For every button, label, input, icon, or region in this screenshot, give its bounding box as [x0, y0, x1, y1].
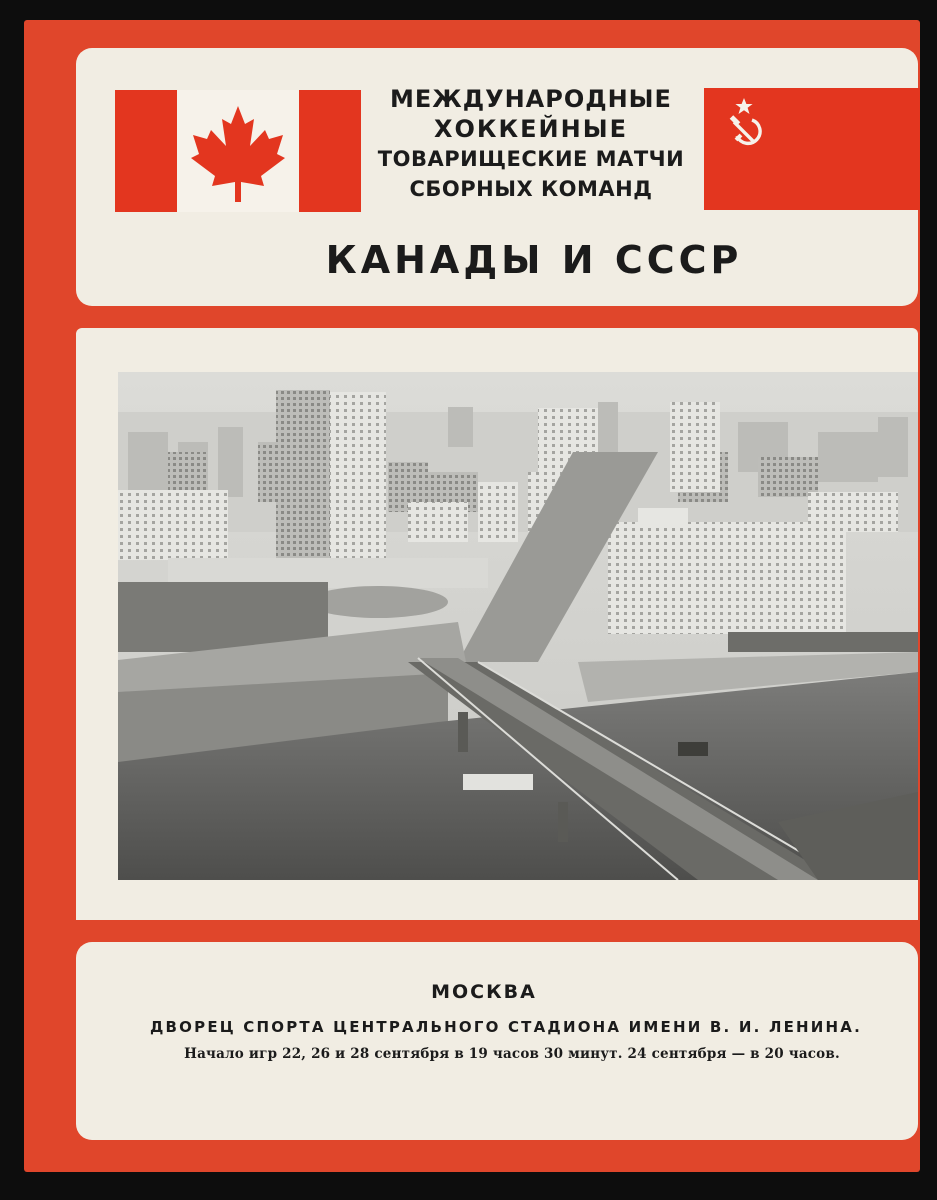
headline: КАНАДЫ И СССР — [325, 238, 743, 282]
footer-panel — [76, 942, 918, 1140]
ussr-flag-icon — [704, 88, 920, 210]
city-name: МОСКВА — [431, 981, 537, 1003]
maple-leaf-icon — [123, 102, 353, 202]
city-image — [118, 372, 918, 880]
title-line-1: МЕЖДУНАРОДНЫЕ — [390, 85, 672, 113]
hammer-sickle-icon — [724, 96, 784, 156]
schedule-text: Начало игр 22, 26 и 28 сентября в 19 часов 30 минут. 24 сентября — в 20 часов. — [184, 1046, 840, 1062]
canada-flag-icon — [115, 90, 361, 212]
venue-name: ДВОРЕЦ СПОРТА ЦЕНТРАЛЬНОГО СТАДИОНА ИМЕНИ В. И. ЛЕНИНА. — [149, 1018, 863, 1036]
moscow-aerial-photo — [118, 372, 918, 880]
title-line-4: СБОРНЫХ КОМАНД — [409, 177, 653, 201]
title-block — [359, 84, 703, 204]
title-line-2: ХОККЕЙНЫЕ — [434, 115, 628, 143]
title-line-3: ТОВАРИЩЕСКИЕ МАТЧИ — [377, 147, 685, 171]
